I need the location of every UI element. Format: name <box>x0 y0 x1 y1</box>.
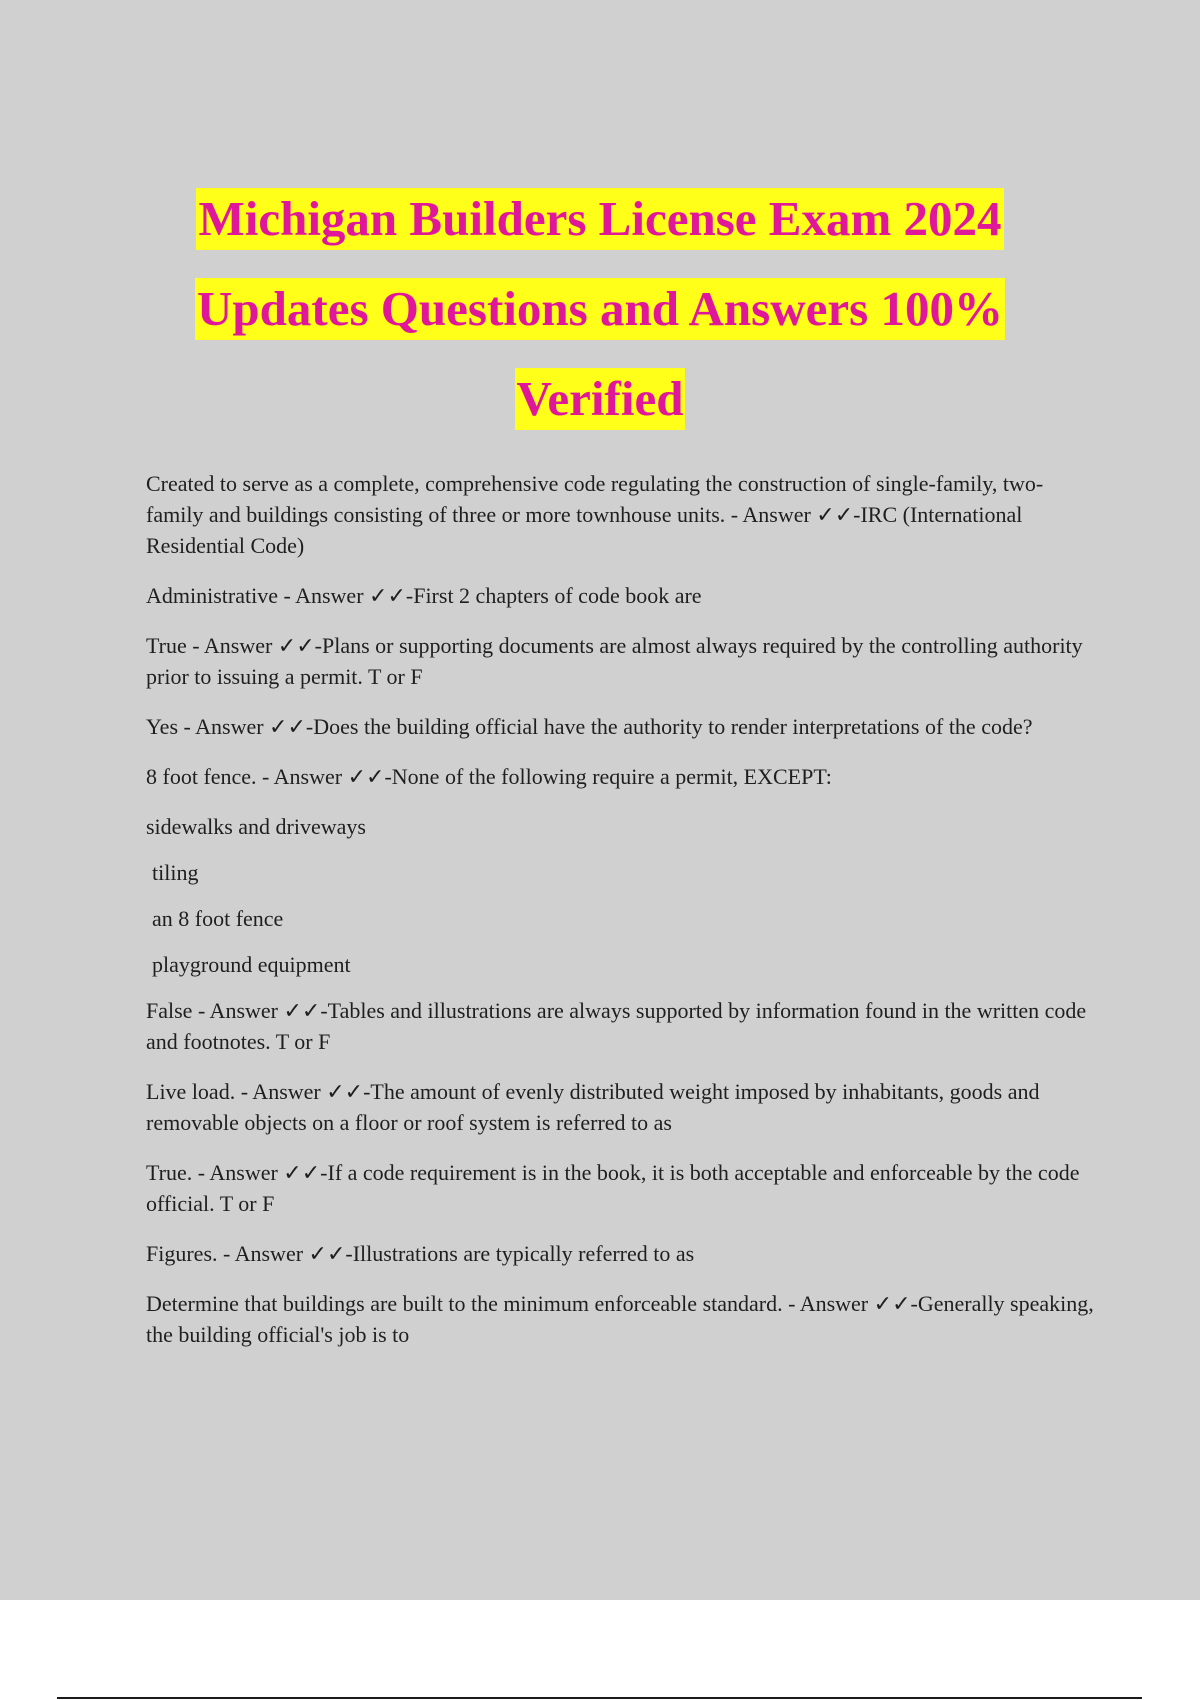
option-item: tiling <box>152 860 199 885</box>
qa-entry-6: False - Answer ✓✓-Tables and illustrations are always supported by information found in the written code and footnotes. T or F <box>146 998 1087 1054</box>
qa-entry-4: Yes - Answer ✓✓-Does the building official have the authority to render interpretations of the code? <box>146 714 1033 739</box>
qa-entry-8: True. - Answer ✓✓-If a code requirement is in the book, it is both acceptable and enforceable by the code official. T or F <box>146 1160 1080 1216</box>
qa-entry-7: Live load. - Answer ✓✓-The amount of evenly distributed weight imposed by inhabitants, goods and removable objects on a floor or roof system is referred to as <box>146 1079 1040 1135</box>
title-line-3: Verified <box>515 368 686 430</box>
footer-divider <box>57 1697 1142 1699</box>
qa-entry-9: Figures. - Answer ✓✓-Illustrations are typically referred to as <box>146 1241 695 1266</box>
qa-entry-2: Administrative - Answer ✓✓-First 2 chapters of code book are <box>146 583 702 608</box>
document-body <box>146 468 1096 1369</box>
option-item: playground equipment <box>152 952 351 977</box>
document-title <box>0 188 1200 458</box>
title-line-1: Michigan Builders License Exam 2024 <box>196 188 1003 250</box>
qa-entry-5: 8 foot fence. - Answer ✓✓-None of the following require a permit, EXCEPT: <box>146 764 832 789</box>
option-item: an 8 foot fence <box>152 906 284 931</box>
title-line-2: Updates Questions and Answers 100% <box>195 278 1005 340</box>
qa-entry-3: True - Answer ✓✓-Plans or supporting documents are almost always required by the controlling authority prior to issuing a permit. T or F <box>146 633 1083 689</box>
option-item: sidewalks and driveways <box>146 814 366 839</box>
qa-entry-10: Determine that buildings are built to the minimum enforceable standard. - Answer ✓✓-Generally speaking, the building official's job is to <box>146 1291 1094 1347</box>
qa-entry-1: Created to serve as a complete, comprehensive code regulating the construction of single-family, two-family and buildings consisting of three or more townhouse units. - Answer ✓✓-IRC (International Residential Code) <box>146 471 1044 558</box>
